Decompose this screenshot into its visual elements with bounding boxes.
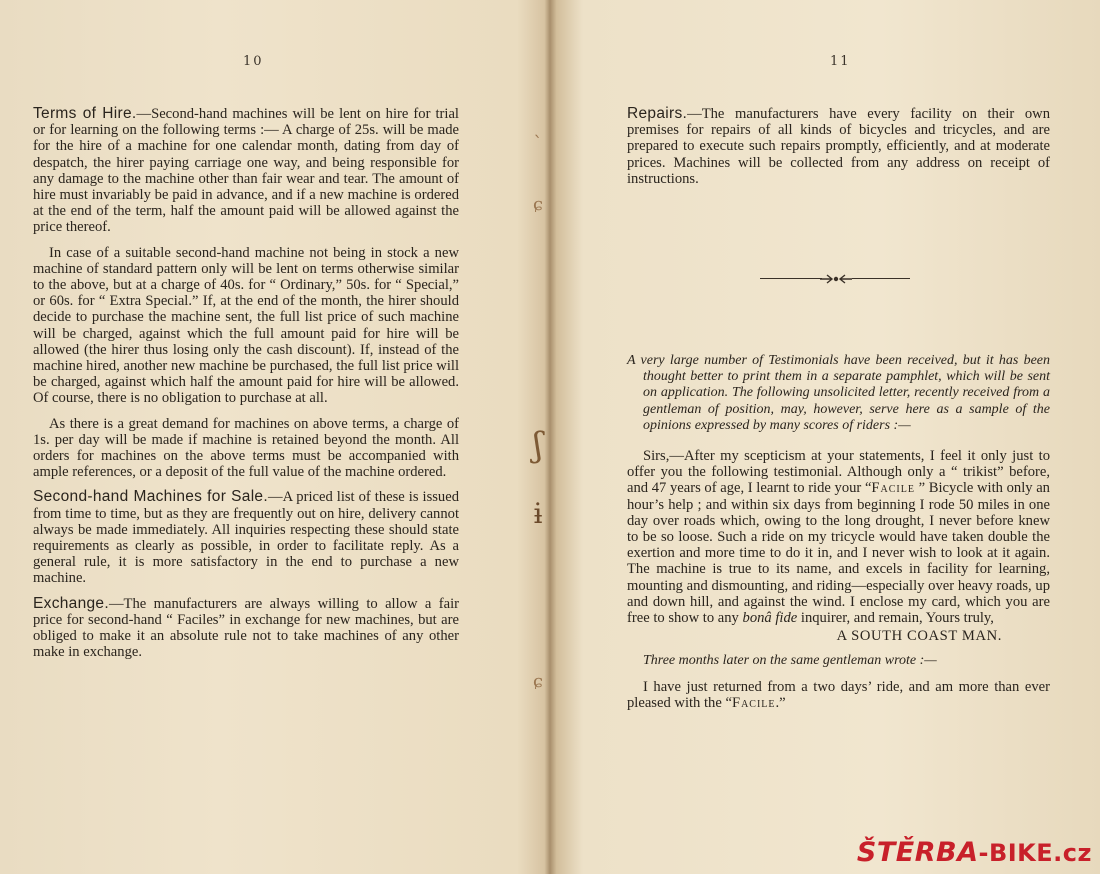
binding-thread: ʃ: [533, 425, 543, 465]
binding-mark: ɕ: [532, 194, 544, 215]
binding-mark: ˋ: [533, 133, 543, 154]
exchange-heading: Exchange.: [33, 594, 109, 612]
left-page: [33, 106, 459, 670]
second-hand-heading: Second-hand Machines for Sale.: [33, 488, 268, 506]
page-number-left: 10: [243, 54, 264, 69]
right-page-top: [627, 106, 1050, 196]
hire-deposit-paragraph: As there is a great demand for machines on above terms, a charge of 1s. per day will be made if machine is retained beyond the month. All orders for machines on the above terms must be accompanied with ample references, or a deposit of the full value of the machine ordered.: [33, 415, 459, 481]
second-hand-paragraph: [33, 489, 459, 586]
testimonial-letter: Sirs,—After my scepticism at your statements, I feel it only just to offer you the following testimonial. Although only a “ trikist” before, and 47 years of age, I learnt to ride your “Facile ” Bicycle with only an hour’s help ; and within six days from beginning I rode 50 miles in one day over roads which, owing to the long drought, I never before knew to be so loose. Such a ride on my tricycle would have taken double the exertion and more time to do it in, and I never wish to look at it again. The machine is true to its name, and excels in facility for learning, mounting and dismounting, and riding—especially over heavy roads, up and down hill, and against the wind. I enclose my card, which you are free to show to any bonâ fide inquirer, and remain, Yours truly,: [627, 448, 1050, 627]
exchange-text: —The manufacturers are always willing to allow a fair price for second-hand “ Faciles” in exchange for new machines, but are obliged to make it an absolute rule not to take machines of any other make in exchange.: [33, 595, 459, 661]
watermark-suffix: -BIKE.cz: [978, 839, 1092, 867]
repairs-heading: Repairs.: [627, 105, 688, 122]
bona-fide-text: bonâ fide: [742, 610, 798, 627]
binding-thread: ɨ: [533, 497, 543, 530]
terms-of-hire-heading: Terms of Hire.: [33, 105, 137, 122]
repairs-text: —The manufacturers have every facility on their own premises for repairs of all kinds of bicycles and tricycles, and are prepared to execute such repairs promptly, efficiently, and at moderate prices. Machines will be collected from any address on receipt of instructions.: [627, 106, 1050, 187]
section-divider-ornament: [760, 272, 910, 286]
repairs-paragraph: [627, 106, 1050, 187]
right-page-bottom: [627, 353, 1050, 720]
hire-new-machine-paragraph: In case of a suitable second-hand machine not being in stock a new machine of standard pattern only will be lent on terms otherwise similar to the above, but at a charge of 40s. for “ Ordinary,” 50s. for “ Special,” or 60s. for “ Extra Special.” If, at the end of the month, the hirer should decide to purchase the machine sent, the full list price of such machine will be charged, against which the full amount paid for hire will be allowed (the hirer thus losing only the cash discount). If, instead of the machine hired, another new machine be purchased, the full list price will be charged, against which half the amount paid for hire will be allowed. Of course, there is no obligation to purchase at all.: [33, 244, 459, 407]
facile-name: Facile: [871, 480, 915, 497]
page-number-right: 11: [830, 54, 851, 69]
watermark-brand: ŠTĚRBA: [856, 837, 979, 868]
later-note: Three months later on the same gentleman wrote :—: [643, 653, 937, 669]
terms-of-hire-text: —Second-hand machines will be lent on hire for trial or for learning on the following terms :— A charge of 25s. will be made for the hire of a machine for one calendar month, dating from day of despatch, the hirer paying carriage one way, and being responsible for any damage to the machine other than fair wear and tear. The amount of hire must invariably be paid in advance, and if a new machine is ordered at the end of the term, half the amount paid will be allowed against the price thereof.: [33, 106, 459, 236]
second-hand-text: —A priced list of these is issued from time to time, but as they are frequently out on hire, delivery cannot always be made immediately. All inquiries respecting these should state requirements as clearly as possible, in order to facilitate reply. As a general rule, it is more satisfactory in the end to purchase a new machine.: [33, 489, 459, 587]
testimonials-intro: A very large number of Testimonials have been received, but it has been thought better to print them in a separate pamphlet, which will be sent on application. The following unsolicited letter, recently received from a gentleman of position, may, however, serve here as a sample of the opinions expressed by many scores of riders :—: [627, 353, 1050, 433]
terms-of-hire-paragraph: [33, 106, 459, 236]
later-letter: I have just returned from a two days’ ride, and am more than ever pleased with the “Facile.”: [627, 678, 1050, 711]
facile-name: Facile: [731, 694, 776, 711]
binding-mark: ɕ: [532, 671, 544, 692]
exchange-paragraph: [33, 596, 459, 661]
site-watermark: [857, 837, 1092, 868]
letter-signature: A SOUTH COAST MAN.: [836, 628, 1002, 645]
